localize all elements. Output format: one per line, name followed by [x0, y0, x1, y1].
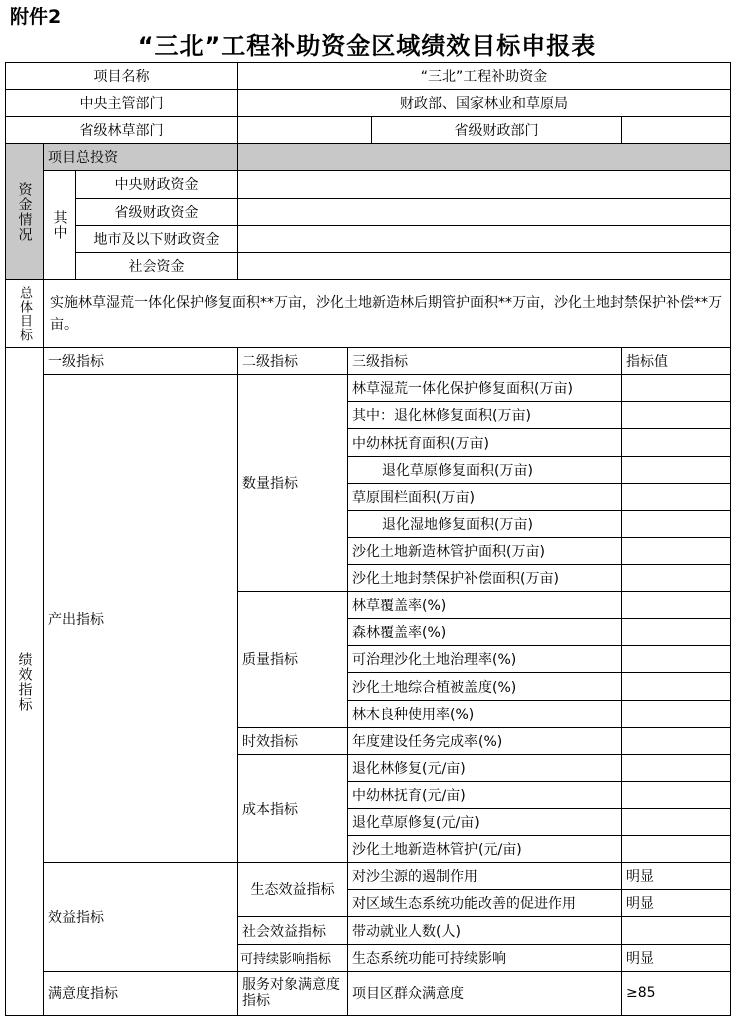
quantity-item: 退化草原修复面积(万亩): [348, 456, 622, 483]
benefit-indicator-label: 效益指标: [44, 863, 238, 971]
col-header-value: 指标值: [622, 348, 731, 375]
quantity-item: 中幼林抚育面积(万亩): [348, 429, 622, 456]
quantity-value[interactable]: [622, 565, 731, 592]
cost-indicator-label: 成本指标: [238, 754, 348, 862]
eco-value[interactable]: 明显: [622, 890, 731, 917]
quantity-indicator-label: 数量指标: [238, 375, 348, 592]
quantity-value[interactable]: [622, 537, 731, 564]
total-investment-label: 项目总投资: [44, 144, 238, 171]
cost-value[interactable]: [622, 836, 731, 863]
project-name-value: “三北”工程补助资金: [238, 63, 731, 90]
cost-item: 退化草原修复(元/亩): [348, 809, 622, 836]
quality-value[interactable]: [622, 592, 731, 619]
social-funds-label: 社会资金: [76, 252, 238, 279]
goal-section-label: 总体目标: [6, 279, 44, 347]
funds-section-label: 资金情况: [6, 144, 44, 280]
satisfaction-value[interactable]: ≥85: [622, 971, 731, 1015]
quality-indicator-label: 质量指标: [238, 592, 348, 728]
timeliness-item: 年度建设任务完成率(%): [348, 727, 622, 754]
eco-value[interactable]: 明显: [622, 863, 731, 890]
eco-item: 对沙尘源的遏制作用: [348, 863, 622, 890]
sustain-item: 生态系统功能可持续影响: [348, 944, 622, 971]
quality-value[interactable]: [622, 646, 731, 673]
quality-value[interactable]: [622, 619, 731, 646]
quantity-value[interactable]: [622, 483, 731, 510]
cost-value[interactable]: [622, 781, 731, 808]
quantity-value[interactable]: [622, 402, 731, 429]
quantity-value[interactable]: [622, 456, 731, 483]
goal-text: 实施林草湿荒一体化保护修复面积**万亩，沙化土地新造林后期管护面积**万亩，沙化土地封禁保护补偿**万亩。: [44, 279, 731, 347]
quantity-value[interactable]: [622, 375, 731, 402]
output-indicator-label: 产出指标: [44, 375, 238, 863]
social-item: 带动就业人数(人): [348, 917, 622, 944]
service-satisfaction-label: 服务对象满意度指标: [238, 971, 348, 1015]
prov-fin-dept-label: 省级财政部门: [372, 117, 622, 144]
local-funds-value[interactable]: [238, 225, 731, 252]
quantity-item: 其中：退化林修复面积(万亩): [348, 402, 622, 429]
quantity-item: 沙化土地新造林管护面积(万亩): [348, 537, 622, 564]
quantity-value[interactable]: [622, 510, 731, 537]
total-investment-value[interactable]: [238, 144, 731, 171]
quality-value[interactable]: [622, 700, 731, 727]
cost-item: 沙化土地新造林管护(元/亩): [348, 836, 622, 863]
quantity-item: 草原围栏面积(万亩): [348, 483, 622, 510]
quality-item: 沙化土地综合植被盖度(%): [348, 673, 622, 700]
quantity-item: 沙化土地封禁保护补偿面积(万亩): [348, 565, 622, 592]
cost-item: 退化林修复(元/亩): [348, 754, 622, 781]
prov-fin-dept-value[interactable]: [622, 117, 731, 144]
social-funds-value[interactable]: [238, 252, 731, 279]
quality-item: 可治理沙化土地治理率(%): [348, 646, 622, 673]
quantity-item: 林草湿荒一体化保护修复面积(万亩): [348, 375, 622, 402]
eco-benefit-label: 生态效益指标: [238, 863, 348, 917]
central-dept-value: 财政部、国家林业和草原局: [238, 90, 731, 117]
cost-value[interactable]: [622, 754, 731, 781]
prov-forest-dept-value[interactable]: [238, 117, 372, 144]
eco-item: 对区域生态系统功能改善的促进作用: [348, 890, 622, 917]
col-header-level1: 一级指标: [44, 348, 238, 375]
cost-value[interactable]: [622, 809, 731, 836]
central-funds-label: 中央财政资金: [76, 171, 238, 198]
social-benefit-label: 社会效益指标: [238, 917, 348, 944]
col-header-level2: 二级指标: [238, 348, 348, 375]
central-funds-value[interactable]: [238, 171, 731, 198]
satisfaction-indicator-label: 满意度指标: [44, 971, 238, 1015]
among-label: 其中: [44, 171, 76, 279]
central-dept-label: 中央主管部门: [6, 90, 238, 117]
col-header-level3: 三级指标: [348, 348, 622, 375]
timeliness-value[interactable]: [622, 727, 731, 754]
timeliness-indicator-label: 时效指标: [238, 727, 348, 754]
quantity-value[interactable]: [622, 429, 731, 456]
project-name-label: 项目名称: [6, 63, 238, 90]
quality-item: 林草覆盖率(%): [348, 592, 622, 619]
quality-item: 森林覆盖率(%): [348, 619, 622, 646]
performance-goal-table: [5, 62, 731, 1016]
prov-forest-dept-label: 省级林草部门: [6, 117, 238, 144]
satisfaction-item: 项目区群众满意度: [348, 971, 622, 1015]
annex-label: 附件2: [10, 6, 62, 28]
sustain-label: 可持续影响指标: [238, 944, 348, 971]
provincial-funds-value[interactable]: [238, 198, 731, 225]
social-value[interactable]: [622, 917, 731, 944]
local-funds-label: 地市及以下财政资金: [76, 225, 238, 252]
performance-section-label: 绩效指标: [6, 348, 44, 1016]
provincial-funds-label: 省级财政资金: [76, 198, 238, 225]
page-title: “三北”工程补助资金区域绩效目标申报表: [137, 32, 597, 60]
quality-value[interactable]: [622, 673, 731, 700]
cost-item: 中幼林抚育(元/亩): [348, 781, 622, 808]
quantity-item: 退化湿地修复面积(万亩): [348, 510, 622, 537]
sustain-value[interactable]: 明显: [622, 944, 731, 971]
quality-item: 林木良种使用率(%): [348, 700, 622, 727]
